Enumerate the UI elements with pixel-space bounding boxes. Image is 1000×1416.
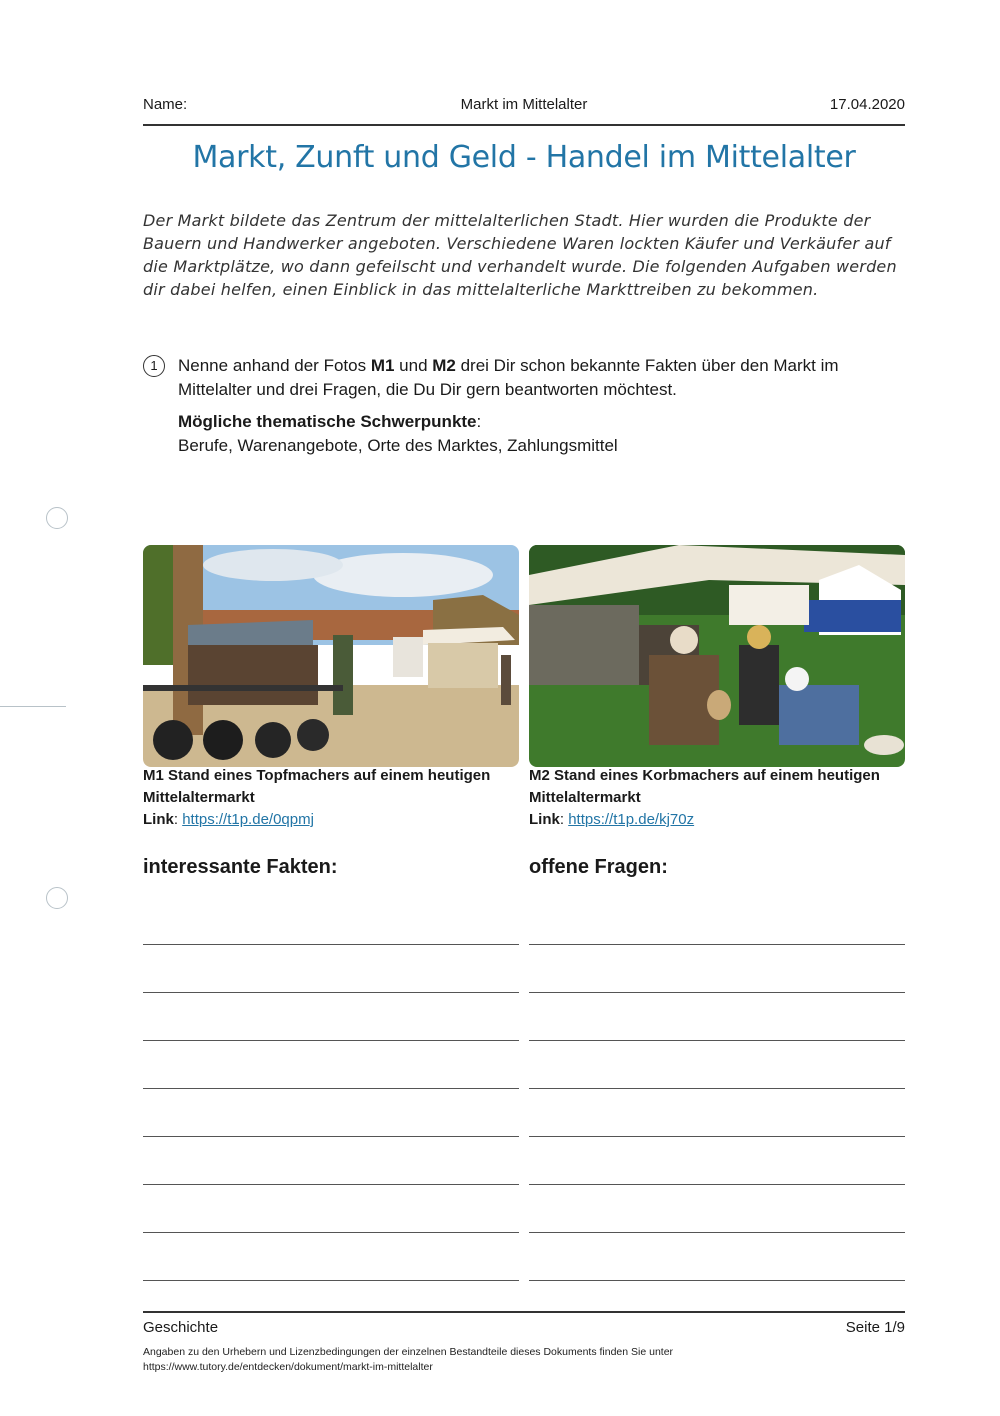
task-body (178, 354, 905, 458)
footer-page-number: Seite 1/9 (845, 1319, 905, 1336)
link-label-m1: Link (143, 811, 174, 828)
link-sep-m2: : (559, 811, 569, 828)
facts-writing-line[interactable] (143, 1280, 519, 1281)
header-topic: Markt im Mittelalter (460, 96, 588, 113)
facts-writing-line[interactable] (143, 992, 519, 993)
footer-license-note (143, 1345, 905, 1375)
task-instruction (178, 354, 905, 402)
footer-subject: Geschichte (143, 1319, 219, 1336)
facts-writing-line[interactable] (143, 1232, 519, 1233)
questions-writing-line[interactable] (529, 944, 905, 945)
caption-m2 (529, 765, 905, 831)
link-sep-m1: : (173, 811, 183, 828)
facts-heading: interessante Fakten: (143, 856, 338, 878)
questions-writing-line[interactable] (529, 992, 905, 993)
task-m1: M1 (370, 356, 395, 375)
questions-writing-line[interactable] (529, 1088, 905, 1089)
task-m2: M2 (432, 356, 456, 375)
intro-text: Der Markt bildete das Zentrum der mittelalterlichen Stadt. Hier wurden die Produkte der Bauern und Handwerker angeboten. Verschiedene Waren lockten Käufer und Verkäufer auf die Marktplätze, wo dann gefeilscht und verhandelt wurde. Die folgenden Aufgaben werden dir dabei helfen, einen Einblick in das mittelalterliche Markttreiben zu bekommen. (143, 211, 897, 299)
page-header (143, 96, 905, 126)
caption-m2-link-line (529, 809, 905, 831)
link-m2[interactable]: https://t1p.de/kj70z (568, 811, 695, 828)
facts-writing-line[interactable] (143, 1088, 519, 1089)
task-focus (178, 410, 905, 458)
caption-m1-text: M1 Stand eines Topfmachers auf einem heutigen Mittelaltermarkt (143, 767, 491, 806)
facts-writing-line[interactable] (143, 944, 519, 945)
questions-writing-line[interactable] (529, 1184, 905, 1185)
page-title: Markt, Zunft und Geld - Handel im Mittelalter (192, 140, 856, 175)
caption-m1-link-line (143, 809, 519, 831)
link-m1[interactable]: https://t1p.de/0qpmj (182, 811, 314, 828)
focus-colon: : (476, 412, 482, 431)
questions-writing-line[interactable] (529, 1040, 905, 1041)
task-text-1: Nenne anhand der Fotos (178, 356, 371, 375)
caption-m1 (143, 765, 519, 831)
facts-writing-line[interactable] (143, 1136, 519, 1137)
name-label: Name: (143, 96, 188, 113)
caption-m2-text: M2 Stand eines Korbmachers auf einem heutigen Mittelaltermarkt (529, 767, 880, 806)
fold-mark (0, 706, 66, 707)
questions-writing-line[interactable] (529, 1232, 905, 1233)
link-label-m2: Link (529, 811, 560, 828)
photo-m2-basket-stall (529, 545, 905, 767)
photo-m1-pottery-stall (143, 545, 519, 767)
task-number: 1 (143, 355, 165, 377)
facts-writing-line[interactable] (143, 1040, 519, 1041)
page-footer (143, 1311, 905, 1373)
focus-items: Berufe, Warenangebote, Orte des Marktes, Zahlungsmittel (178, 436, 618, 455)
footer-note-line-2: https://www.tutory.de/entdecken/dokument/markt-im-mittelalter (143, 1361, 433, 1373)
questions-heading: offene Fragen: (529, 856, 668, 878)
punch-hole-top (46, 507, 68, 529)
questions-writing-line[interactable] (529, 1136, 905, 1137)
footer-note-line-1: Angaben zu den Urhebern und Lizenzbedingungen der einzelnen Bestandteile dieses Dokuments finden Sie unter (143, 1346, 674, 1358)
punch-hole-bottom (46, 887, 68, 909)
task-text-3: drei Dir schon bekannte Fakten über den Markt im Mittelalter und drei Fragen, die Du Dir gern beantworten möchtest. (178, 356, 839, 399)
focus-label: Mögliche thematische Schwerpunkte (178, 412, 477, 431)
task-text-2: und (394, 356, 433, 375)
questions-writing-line[interactable] (529, 1280, 905, 1281)
header-date: 17.04.2020 (829, 96, 905, 113)
facts-writing-line[interactable] (143, 1184, 519, 1185)
